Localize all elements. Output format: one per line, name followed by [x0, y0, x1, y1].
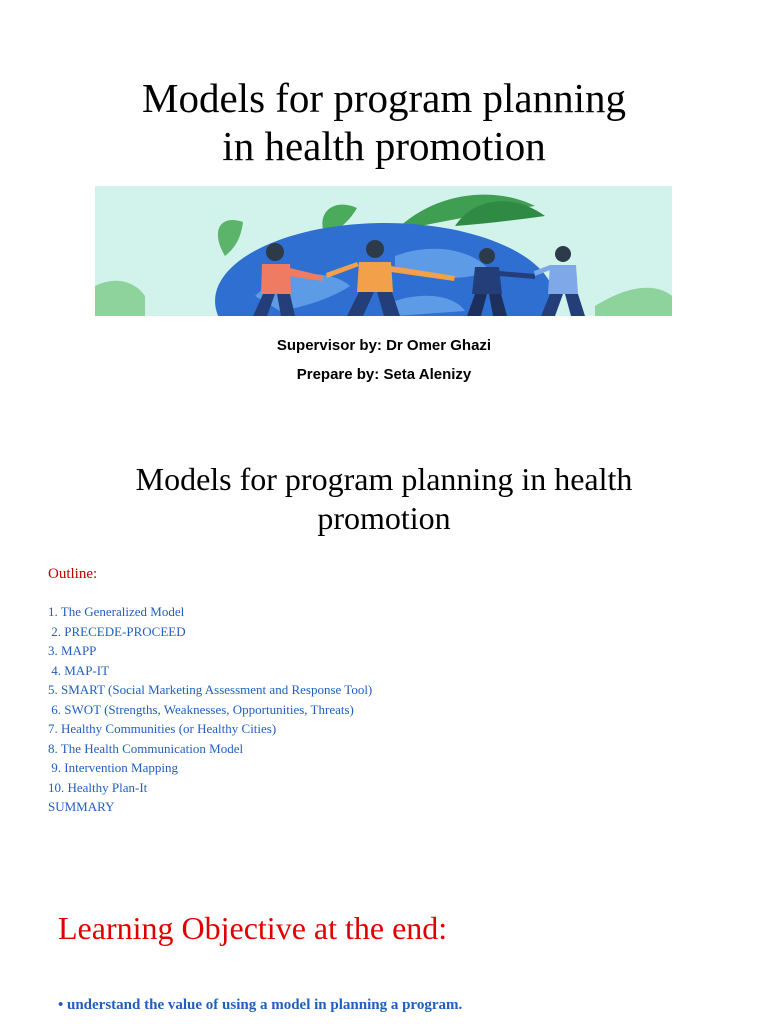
hero-illustration: [95, 186, 672, 316]
prepared-by-credit: Prepare by: Seta Alenizy: [296, 366, 472, 383]
outline-label: Outline:: [48, 566, 98, 582]
outline-item: 3. MAPP: [48, 643, 97, 658]
supervisor-credit: Supervisor by: Dr Omer Ghazi: [276, 337, 492, 354]
outline-item: 9. Intervention Mapping: [48, 760, 178, 775]
outline-item: 5. SMART (Social Marketing Assessment and Response Tool): [48, 682, 373, 697]
outline-item: 10. Healthy Plan-It: [48, 779, 148, 795]
outline-list: [48, 602, 372, 817]
section-title-line-1: Models for program planning in health: [135, 461, 633, 497]
outline-item: SUMMARY: [48, 799, 115, 814]
outline-item: 6. SWOT (Strengths, Weaknesses, Opportunities, Threats): [48, 701, 354, 717]
section-title: [0, 460, 768, 538]
outline-item: 8. The Health Communication Model: [48, 740, 244, 756]
section-title-line-2: promotion: [317, 500, 451, 536]
outline-item: 1. The Generalized Model: [48, 604, 185, 619]
learning-objective-bullet: • understand the value of using a model in planning a program.: [58, 997, 463, 1013]
outline-item: 7. Healthy Communities (or Healthy Cities): [48, 721, 277, 736]
outline-item: 4. MAP-IT: [48, 662, 110, 678]
globe-people-illustration: [95, 186, 672, 316]
page-title: [0, 74, 768, 170]
outline-item: 2. PRECEDE-PROCEED: [48, 623, 186, 639]
learning-objective-heading: Learning Objective at the end:: [58, 910, 448, 946]
page-title-line-2: in health promotion: [222, 123, 546, 169]
page-title-line-1: Models for program planning: [142, 75, 626, 121]
